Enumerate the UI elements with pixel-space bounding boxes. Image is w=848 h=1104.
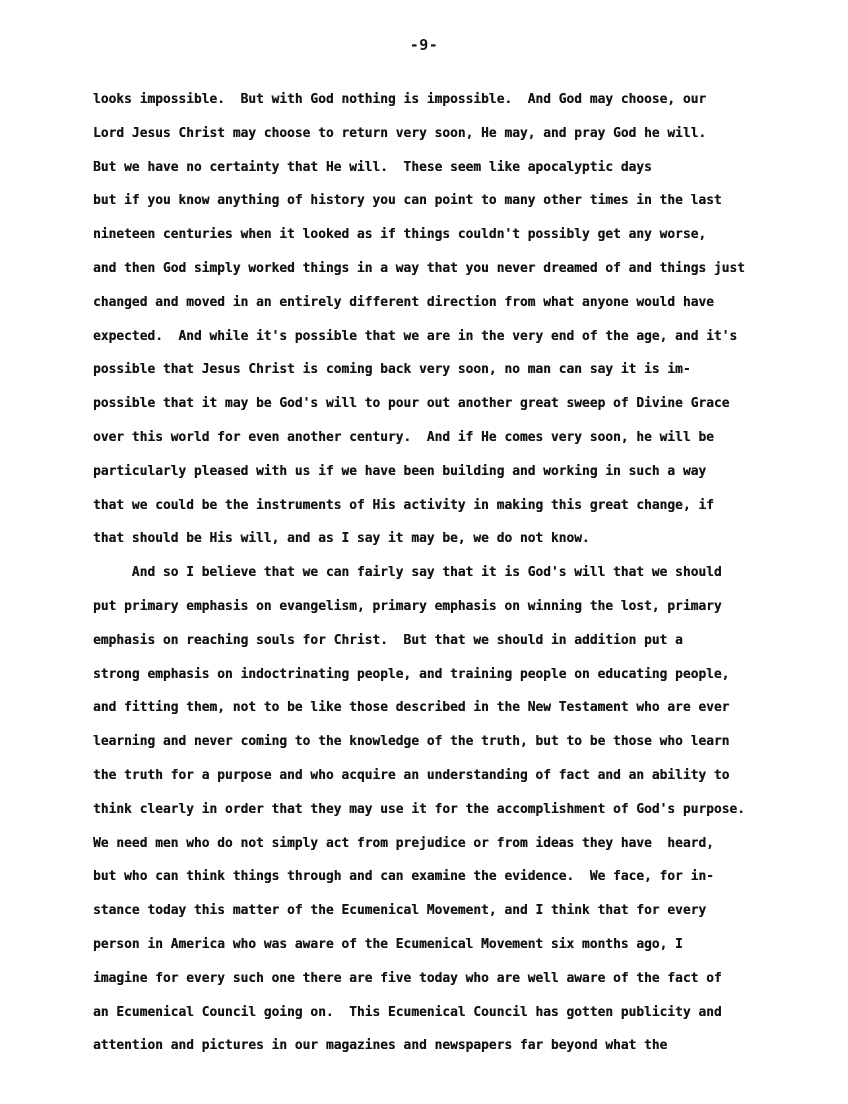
- text-line: expected. And while it's possible that we are in the very end of the age, and it's: [93, 328, 738, 344]
- text-line: changed and moved in an entirely different direction from what anyone would have: [93, 294, 714, 310]
- text-line: person in America who was aware of the Ecumenical Movement six months ago, I: [93, 936, 683, 952]
- text-line: put primary emphasis on evangelism, primary emphasis on winning the lost, primary: [93, 598, 722, 614]
- text-line: the truth for a purpose and who acquire an understanding of fact and an ability to: [93, 767, 730, 783]
- text-line: think clearly in order that they may use it for the accomplishment of God's purpose.: [93, 801, 745, 817]
- text-line: and then God simply worked things in a way that you never dreamed of and things just: [93, 260, 745, 276]
- text-line: over this world for even another century. And if He comes very soon, he will be: [93, 429, 714, 445]
- text-line: attention and pictures in our magazines and newspapers far beyond what the: [93, 1038, 668, 1054]
- text-line: particularly pleased with us if we have been building and working in such a way: [93, 463, 707, 479]
- text-line: that should be His will, and as I say it may be, we do not know.: [93, 531, 590, 547]
- page-number: -9-: [409, 36, 439, 54]
- text-line: And so I believe that we can fairly say that it is God's will that we should: [93, 565, 722, 581]
- text-line: that we could be the instruments of His activity in making this great change, if: [93, 497, 714, 513]
- text-line: possible that Jesus Christ is coming back very soon, no man can say it is im-: [93, 362, 691, 378]
- text-line: looks impossible. But with God nothing is impossible. And God may choose, our: [93, 92, 707, 107]
- text-line: an Ecumenical Council going on. This Ecumenical Council has gotten publicity and: [93, 1004, 722, 1020]
- text-line: We need men who do not simply act from prejudice or from ideas they have heard,: [93, 835, 714, 851]
- text-line: possible that it may be God's will to pour out another great sweep of Divine Grace: [93, 396, 730, 412]
- text-line: and fitting them, not to be like those described in the New Testament who are ever: [93, 700, 730, 716]
- text-line: Lord Jesus Christ may choose to return very soon, He may, and pray God he will.: [93, 125, 707, 141]
- text-line: emphasis on reaching souls for Christ. But that we should in addition put a: [93, 632, 683, 648]
- document-body: [93, 90, 833, 1070]
- text-line: But we have no certainty that He will. These seem like apocalyptic days: [93, 159, 652, 175]
- text-line: strong emphasis on indoctrinating people, and training people on educating people,: [93, 666, 730, 682]
- text-line: but who can think things through and can examine the evidence. We face, for in-: [93, 869, 714, 885]
- text-line: stance today this matter of the Ecumenical Movement, and I think that for every: [93, 903, 707, 919]
- text-line: but if you know anything of history you can point to many other times in the last: [93, 193, 722, 209]
- text-line: nineteen centuries when it looked as if things couldn't possibly get any worse,: [93, 227, 707, 243]
- text-line: imagine for every such one there are five today who are well aware of the fact of: [93, 970, 722, 986]
- text-line: learning and never coming to the knowledge of the truth, but to be those who learn: [93, 734, 730, 750]
